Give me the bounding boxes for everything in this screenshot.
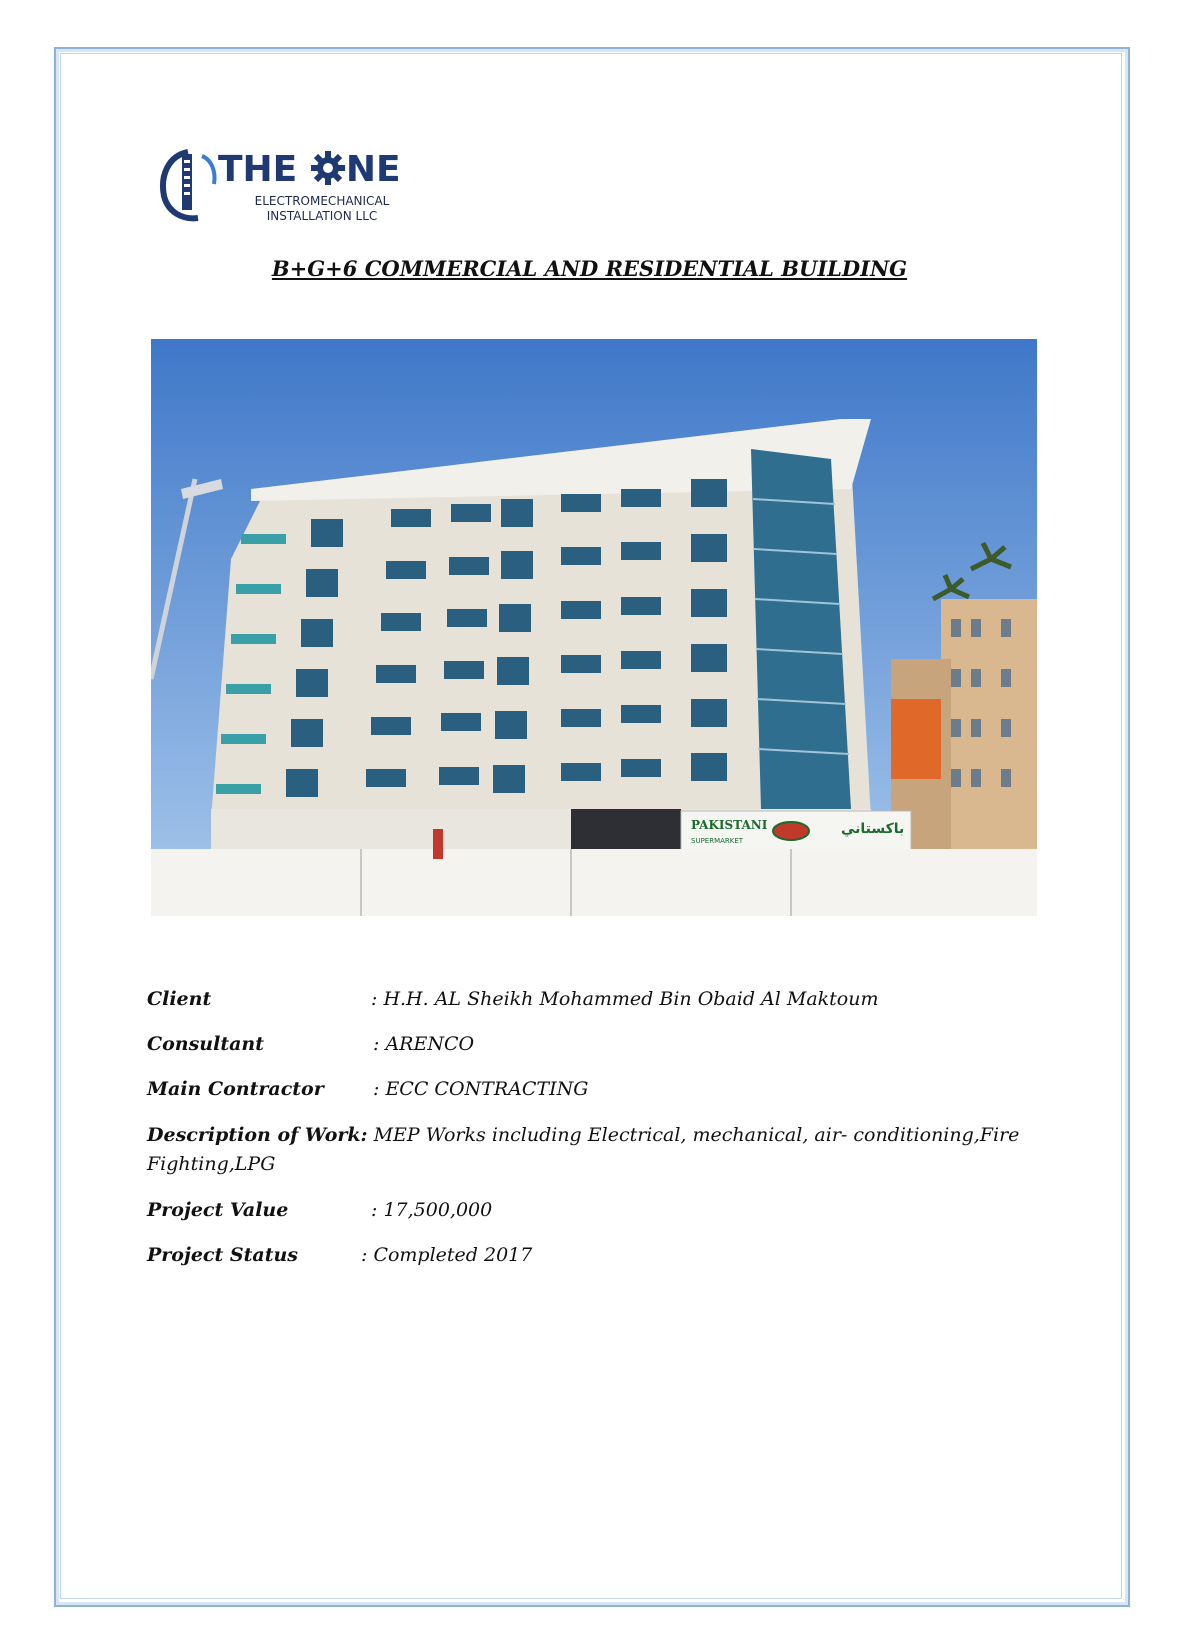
logo-subtitle-line1: ELECTROMECHANICAL bbox=[254, 194, 390, 208]
contractor-value: : ECC CONTRACTING bbox=[373, 1078, 589, 1100]
shop-sign-subtext: SUPERMARKET bbox=[691, 837, 744, 845]
shop-sign-text: PAKISTANI bbox=[691, 818, 768, 832]
document-title: B+G+6 COMMERCIAL AND RESIDENTIAL BUILDING bbox=[271, 256, 908, 281]
client-label: Client bbox=[147, 988, 212, 1010]
logo-title: THE NE bbox=[218, 149, 401, 190]
project-value-label: Project Value bbox=[147, 1199, 289, 1221]
consultant-value: : ARENCO bbox=[373, 1033, 475, 1055]
logo-subtitle bbox=[242, 194, 402, 224]
contractor-label: Main Contractor bbox=[147, 1078, 324, 1100]
client-value: : H.H. AL Sheikh Mohammed Bin Obaid Al Maktoum bbox=[371, 988, 879, 1010]
consultant-label: Consultant bbox=[147, 1033, 265, 1055]
project-status-value: : Completed 2017 bbox=[361, 1244, 533, 1266]
description-label: Description of Work: bbox=[147, 1124, 368, 1146]
project-value-value: : 17,500,000 bbox=[371, 1199, 493, 1221]
gear-icon bbox=[310, 150, 346, 186]
logo-subtitle-line2: INSTALLATION LLC bbox=[266, 209, 378, 223]
logo-mark-icon bbox=[158, 146, 218, 226]
building-photo bbox=[151, 339, 1037, 916]
company-logo bbox=[158, 146, 408, 226]
description-value: MEP Works including Electrical, mechanical, air- conditioning,Fire Fighting,LPG bbox=[147, 1124, 1020, 1175]
project-status-label: Project Status bbox=[147, 1244, 298, 1266]
detail-row-description bbox=[147, 1121, 1037, 1179]
shop-sign-arabic: باكستاني bbox=[841, 821, 905, 837]
